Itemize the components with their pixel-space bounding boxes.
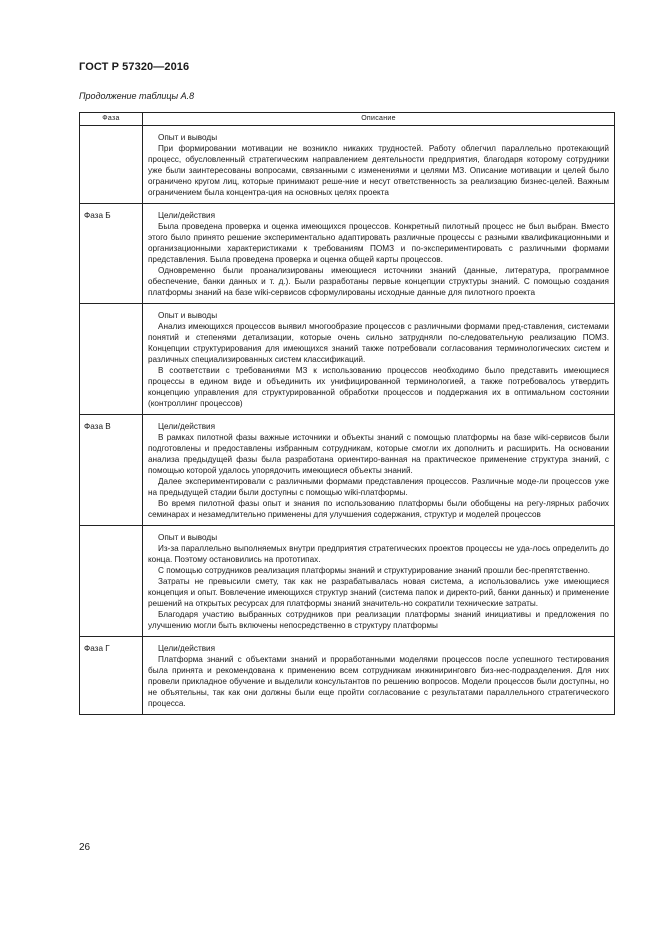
phase-cell: Фаза Б (80, 204, 143, 304)
description-subtitle: Цели/действия (158, 422, 216, 431)
table-header-row (80, 113, 615, 126)
description-subtitle: Опыт и выводы (158, 311, 218, 320)
description-paragraph: Платформа знаний с объектами знаний и проработанными моделями процессов после успешного тестирования была принята и рекомендована к применению всем сотрудникам инжиниринговго биз-нес-подразделения. Для них провели прикладное обучение и выделили консультантов по решению вопросов. Модели процессов были доступны, но не объятельны, так как они должны были еще пройти согласование с результатами параллельного стратегического процесса. (148, 655, 609, 708)
description-subtitle: Опыт и выводы (158, 533, 218, 542)
phase-cell: Фаза Г (80, 637, 143, 715)
table-row (80, 415, 615, 526)
phase-cell (80, 526, 143, 637)
table-row (80, 637, 615, 715)
description-subtitle: Цели/действия (158, 644, 216, 653)
description-paragraph: При формировании мотивации не возникло никаких трудностей. Работу облегчил параллельно протекающий процесс, обусловленный стратегическим направлением деятельности предприятия, благодаря которому сотрудники уже были заинтересованы вопросами, связанными с изменениями и целями МЗ. Описание мотивации и целей было ограничено кругом лиц, которые принимают реше-ние и несут ответственность за реализацию бизнес-целей. Важным ограничением была концентра-ция на основных целях проекта (148, 144, 609, 197)
description-paragraph: Анализ имеющихся процессов выявил многообразие процессов с различными формами пред-ставления, системами понятий и степенями детализации, которые очень сильно затрудняли по-следовательную реализацию ПОМЗ. Концепции структурирования для имеющихся знаний также потребовали согласования терминологических систем и различных специализированных систем классификаций. (148, 322, 609, 364)
table-continuation-caption: Продолжение таблицы А.8 (79, 91, 195, 101)
phase-cell (80, 126, 143, 204)
column-header-phase: Фаза (80, 113, 143, 126)
table-row (80, 126, 615, 204)
description-cell (143, 415, 615, 526)
table-row (80, 526, 615, 637)
description-paragraph: Из-за параллельно выполняемых внутри предприятия стратегических проектов процессы не уда-лось определить до конца. Поэтому остановились на прототипах. (148, 544, 609, 564)
page-number: 26 (79, 842, 91, 853)
description-paragraph: Затраты не превысили смету, так как не разрабатывалась новая система, а использовались уже имеющиеся концепция и опыт. Вовлечение имеющихся структур знаний (система папок и директо-рий, банки данных) и применение решений на открытых ресурсах для платформы знаний значитель-но сократили технические затраты. (148, 577, 609, 608)
document-header: ГОСТ Р 57320—2016 (79, 61, 190, 73)
description-cell (143, 126, 615, 204)
column-header-description: Описание (143, 113, 615, 126)
description-cell (143, 204, 615, 304)
description-paragraph: В соответствии с требованиями МЗ к использованию процессов необходимо было представить имеющиеся процессы в едином виде и объединить их унифицированной терминологией, а также потребовалось утвердить концепцию управления для структурированной обработки процессов и поддержания их в оптимальном состоянии (контроллинг процессов) (148, 366, 609, 408)
description-paragraph: В рамках пилотной фазы важные источники и объекты знаний с помощью платформы на базе wiki-сервисов были подготовлены и предоставлены избранным сотрудникам, которые смогли их дополнить и расширить. На основании анализа предыдущей фазы была разработана ориентиро-ванная на практическое применение структура знаний, с помощью которой удалось упорядочить имеющиеся объекты знаний. (148, 433, 609, 475)
description-paragraph: Благодаря участию выбранных сотрудников при реализации платформы знаний инициативы и предложения по улучшению могли быть включены непосредственно в структуру платформы (148, 610, 609, 630)
description-cell (143, 526, 615, 637)
description-cell (143, 304, 615, 415)
description-cell (143, 637, 615, 715)
phase-cell: Фаза В (80, 415, 143, 526)
description-subtitle: Опыт и выводы (158, 133, 218, 142)
description-paragraph: Одновременно были проанализированы имеющиеся источники знаний (данные, литература, программное обеспечение, банки данных и т. д.). Были разработаны первые концепции структуры знаний. С помощью создания платформы знаний на базе wiki-сервисов сформулированы исходные данные для пилотного проекта (148, 266, 609, 297)
description-subtitle: Цели/действия (158, 211, 216, 220)
description-paragraph: Далее экспериментировали с различными формами представления процессов. Различные моде-ли процессов уже на предыдущей стадии были доступны с помощью wiki-платформы. (148, 477, 609, 497)
description-paragraph: Была проведена проверка и оценка имеющихся процессов. Конкретный пилотный процесс не был выбран. Вместо этого было принято решение экспериментально адаптировать различные процессы с разными квалификационными и организационными характеристиками к требованиям ПОМЗ и по-экспериментировать с различными формами представления. Была проведена проверка и оценка общей карты процессов. (148, 222, 609, 264)
description-paragraph: Во время пилотной фазы опыт и знания по использованию платформы были обобщены на регу-лярных рабочих семинарах и незамедлительно применены для улучшения содержания, структур и моделей процессов (148, 499, 609, 519)
table-row (80, 304, 615, 415)
description-table (79, 112, 615, 715)
table-row (80, 204, 615, 304)
description-paragraph: С помощью сотрудников реализация платформы знаний и структурирование знаний прошли бес-препятственно. (158, 566, 590, 575)
phase-cell (80, 304, 143, 415)
